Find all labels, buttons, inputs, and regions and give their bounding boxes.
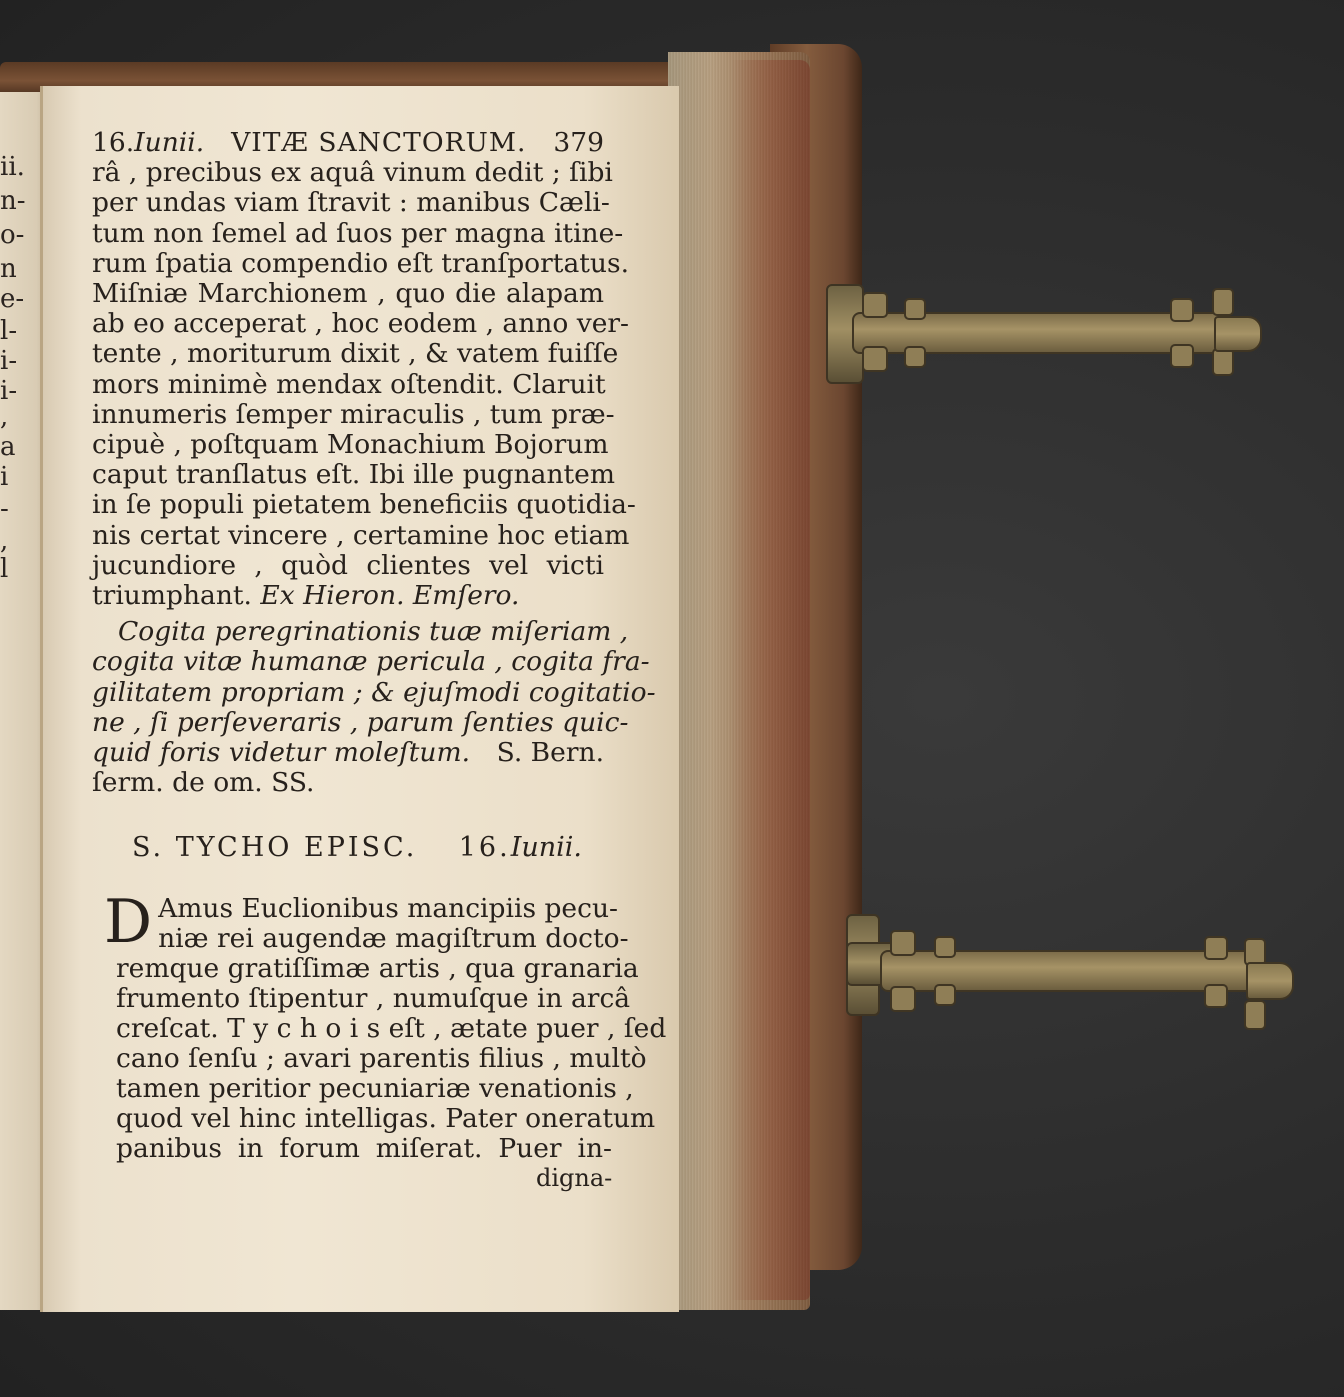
clasp-knob	[1212, 348, 1234, 376]
clasp-knob	[1170, 344, 1194, 368]
left-page-fragment: i-	[0, 376, 18, 406]
quote-line: ne , ſi perſeveraris , parum ſenties quic-	[92, 706, 629, 738]
text-line: tamen peritior pecuniariæ venationis ,	[116, 1073, 634, 1104]
header-day: 16.	[92, 127, 135, 158]
text-line: panibus in forum miſerat. Puer in-	[116, 1133, 612, 1164]
text-line: niæ rei augendæ magiſtrum docto-	[158, 923, 629, 954]
header-date	[92, 128, 204, 158]
clasp-knob	[890, 986, 916, 1012]
header-title: VITÆ SANCTORUM.	[231, 127, 527, 158]
clasp-knob	[1212, 288, 1234, 316]
clasp-knob	[934, 984, 956, 1006]
clasp-knob	[1204, 936, 1228, 960]
text-line: caput tranſlatus eſt. Ibi ille pugnantem	[92, 459, 615, 491]
clasp-knob	[1204, 984, 1228, 1008]
page-text-lower	[104, 887, 667, 1164]
text-line: tente , moriturum dixit , & vatem fuiſſe	[92, 338, 619, 370]
text-line: ab eo acceperat , hoc eodem , anno ver-	[92, 308, 630, 340]
text-line: cano ſenſu ; avari parentis filius , multò	[116, 1043, 647, 1074]
clasp-knob	[1170, 298, 1194, 322]
clasp-knob	[862, 346, 888, 372]
clasp-knob	[862, 292, 888, 318]
text-line: quod vel hinc intelligas. Pater oneratum	[116, 1103, 656, 1134]
clasp-knob	[934, 936, 956, 958]
left-page-fragment: l	[0, 554, 9, 584]
section-date	[459, 832, 582, 863]
clasp-tip	[1214, 316, 1262, 352]
left-page-fragment: o-	[0, 220, 25, 250]
quote-source: S. Bern.	[496, 737, 604, 769]
clasp-knob	[1244, 1000, 1266, 1030]
text-line: Miſniæ Marchionem , quo die alapam	[92, 278, 604, 310]
left-page-fragment: e-	[0, 284, 25, 314]
catchword: digna-	[536, 1164, 613, 1192]
page-number: 379	[553, 127, 604, 158]
clasp-knob	[904, 346, 926, 368]
left-page-fragment: -	[0, 494, 9, 524]
quote-line: gilitatem propriam ; & ejuſmodi cogitatio-	[92, 676, 656, 708]
header-month: Iunii.	[134, 127, 205, 158]
left-page-fragment: ,	[0, 526, 9, 556]
left-page-fragment: l-	[0, 316, 18, 346]
text-line: frumento ſtipentur , numuſque in arcâ	[116, 983, 631, 1014]
text-line: per undas viam ſtravit : manibus Cæli-	[92, 187, 610, 219]
section-title: S. TYCHO EPISC.	[132, 832, 418, 863]
text-line: in ſe populi pietatem beneficiis quotidia-	[92, 489, 636, 521]
text-line: innumeris ſemper miraculis , tum præ-	[92, 398, 615, 430]
left-page-fragment: i	[0, 462, 9, 492]
text-line: Amus Euclionibus mancipiis pecu-	[158, 893, 618, 924]
section-day: 16.	[458, 832, 511, 863]
page-text-upper	[92, 127, 656, 799]
source-citation: Ex Hieron. Emſero.	[260, 580, 520, 612]
quote-line: Cogita peregrinationis tuæ miſeriam ,	[118, 616, 629, 648]
text-line: jucundiore , quòd clientes vel victi	[92, 549, 604, 581]
quote-line: quid foris videtur moleſtum.	[92, 737, 471, 769]
text-line: mors minimè mendax oſtendit. Claruit	[92, 368, 606, 400]
clasp-knob	[904, 298, 926, 320]
text-triumphant: triumphant.	[92, 580, 252, 612]
left-page-fragment: n-	[0, 186, 26, 216]
left-page-fragment: ,	[0, 402, 9, 432]
red-sprinkled-edges	[730, 60, 810, 1300]
text-line: remque gratiſſimæ artis , qua granaria	[116, 953, 639, 984]
quote-line: cogita vitæ humanæ pericula , cogita fra-	[92, 646, 650, 678]
text-line: râ , precibus ex aquâ vinum dedit ; ſibi	[92, 157, 613, 189]
running-header	[92, 128, 604, 158]
text-line: creſcat. T y c h o i s eſt , ætate puer , ſed	[116, 1013, 667, 1044]
quote-tail: ſerm. de om. SS.	[92, 767, 315, 799]
text-line: rum ſpatia compendio eſt tranſportatus.	[92, 247, 629, 279]
text-line: nis certat vincere , certamine hoc etiam	[92, 519, 630, 551]
quote-line-last	[92, 738, 604, 768]
left-page-fragment: ii.	[0, 152, 25, 182]
section-heading	[132, 832, 582, 863]
clasp-knob	[890, 930, 916, 956]
section-month: Iunii.	[510, 832, 582, 863]
left-page-fragment: i-	[0, 346, 18, 376]
clasp-tip	[1246, 962, 1294, 1000]
text-line-last	[92, 581, 604, 611]
text-line: cipuè , poſtquam Monachium Bojorum	[92, 429, 609, 461]
left-page-fragment: n	[0, 254, 17, 284]
text-line: tum non ſemel ad ſuos per magna itine-	[92, 217, 624, 249]
left-page-fragment: a	[0, 432, 16, 462]
drop-cap: D	[104, 887, 153, 957]
